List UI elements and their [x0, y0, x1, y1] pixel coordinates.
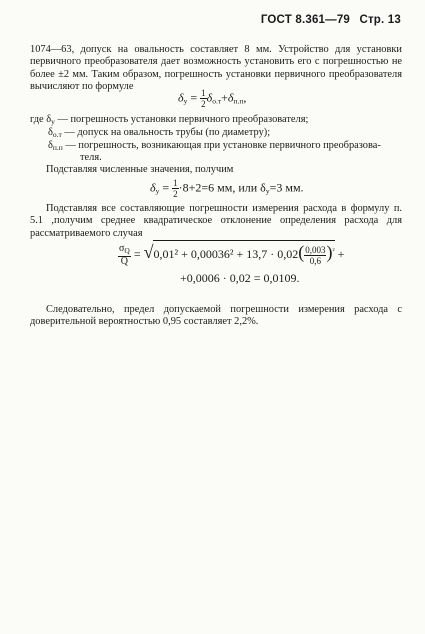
definition-symbol-sub: у	[51, 117, 55, 126]
formula1-lhs-sub: у	[183, 96, 188, 106]
definition-text: — погрешность установки первичного преобразователя;	[54, 114, 309, 125]
formula1-plus: +	[221, 90, 228, 105]
sqrt-sign: √	[143, 242, 154, 262]
formula2-tail: =3 мм.	[269, 180, 304, 195]
definition-symbol: δ	[48, 140, 53, 151]
formula2-lhs: δ	[150, 180, 156, 195]
formula-installation-error	[178, 88, 246, 109]
formula2-eq: =	[162, 180, 170, 195]
formula1-term2: δ	[227, 90, 234, 105]
definition-text: теля.	[80, 152, 102, 163]
definition-row	[80, 152, 102, 164]
paren-close: )	[326, 242, 333, 262]
formula2-lhs-sub: у	[155, 186, 160, 196]
formula1-frac-den: 2	[201, 99, 206, 109]
formula3-body: 0,01² + 0,00036² + 13,7 · 0,02	[153, 247, 299, 261]
page-header	[261, 14, 401, 26]
formula2-frac-num: 1	[173, 178, 178, 188]
definition-symbol-sub: п.п	[52, 143, 63, 152]
paren-open: (	[298, 242, 305, 262]
standard-title: ГОСТ 8.361—79	[260, 14, 351, 26]
definition-symbol-sub: о.т	[52, 130, 62, 139]
paragraph-combination: Подставляя все составляющие погрешности измерения расхода в формулу п. 5.1 ,получим среднее квадратическое отклонение определения расхода для рассматриваемого случая	[30, 203, 402, 239]
formula-numeric-result	[150, 178, 304, 199]
formula3-lhs-num	[118, 244, 131, 257]
formula1-term1-sub: о.т	[212, 96, 222, 106]
definition-symbol: δ	[48, 127, 53, 138]
paragraph-substitution: Подставляя численные значения, получим	[46, 164, 234, 175]
formula1-tail: ,	[243, 90, 247, 105]
formula1-eq: =	[190, 90, 198, 105]
paragraph-intro: 1074—63, допуск на овальность составляет 8 мм. Устройство для установки первичного преобразователя дает возможность установить его с погрешностью не более ±2 мм. Таким образом, погрешность установки первичного преобразователя вычисляют по формуле	[30, 44, 402, 93]
formula3-inner-fraction	[304, 245, 326, 266]
definition-text: — допуск на овальность трубы (по диаметру);	[61, 127, 271, 138]
formula2-rest-sub: у	[265, 186, 270, 196]
formula3-inner-den: 0,6	[309, 255, 321, 266]
formula1-term1: δ	[206, 90, 213, 105]
page-number: Стр. 13	[359, 14, 401, 26]
formula2-frac-den: 2	[173, 189, 178, 199]
formula-rms-deviation	[118, 240, 344, 267]
definition-symbol: где δ	[30, 114, 52, 125]
formula3-sigma-sub: Q	[124, 245, 130, 255]
formula3-line2: +0,0006 · 0,02 = 0,0109.	[180, 271, 300, 285]
formula3-plus: +	[337, 247, 345, 261]
formula3-lhs-fraction	[118, 244, 131, 267]
paragraph-conclusion: Следовательно, предел допускаемой погрешности измерения расхода с доверительной вероятностью 0,95 составляет 2,2%.	[30, 304, 402, 328]
formula1-term2-sub: п.п	[233, 96, 244, 106]
formula3-lhs-den: Q	[120, 255, 129, 267]
formula3-power: ²	[332, 247, 335, 255]
formula3-inner-num: 0,003	[305, 244, 326, 255]
formula1-frac-num: 1	[201, 88, 206, 98]
formula3-eq: =	[133, 247, 141, 261]
definition-text: — погрешность, возникающая при установке первичного преобразова-	[62, 140, 381, 151]
formula3-radicand	[153, 240, 334, 266]
formula2-rest: ·8+2=6 мм, или δ	[178, 180, 266, 195]
formula3-sigma: σ	[119, 242, 125, 254]
formula-rms-deviation-cont	[180, 271, 300, 286]
formula1-lhs: δ	[178, 90, 184, 105]
